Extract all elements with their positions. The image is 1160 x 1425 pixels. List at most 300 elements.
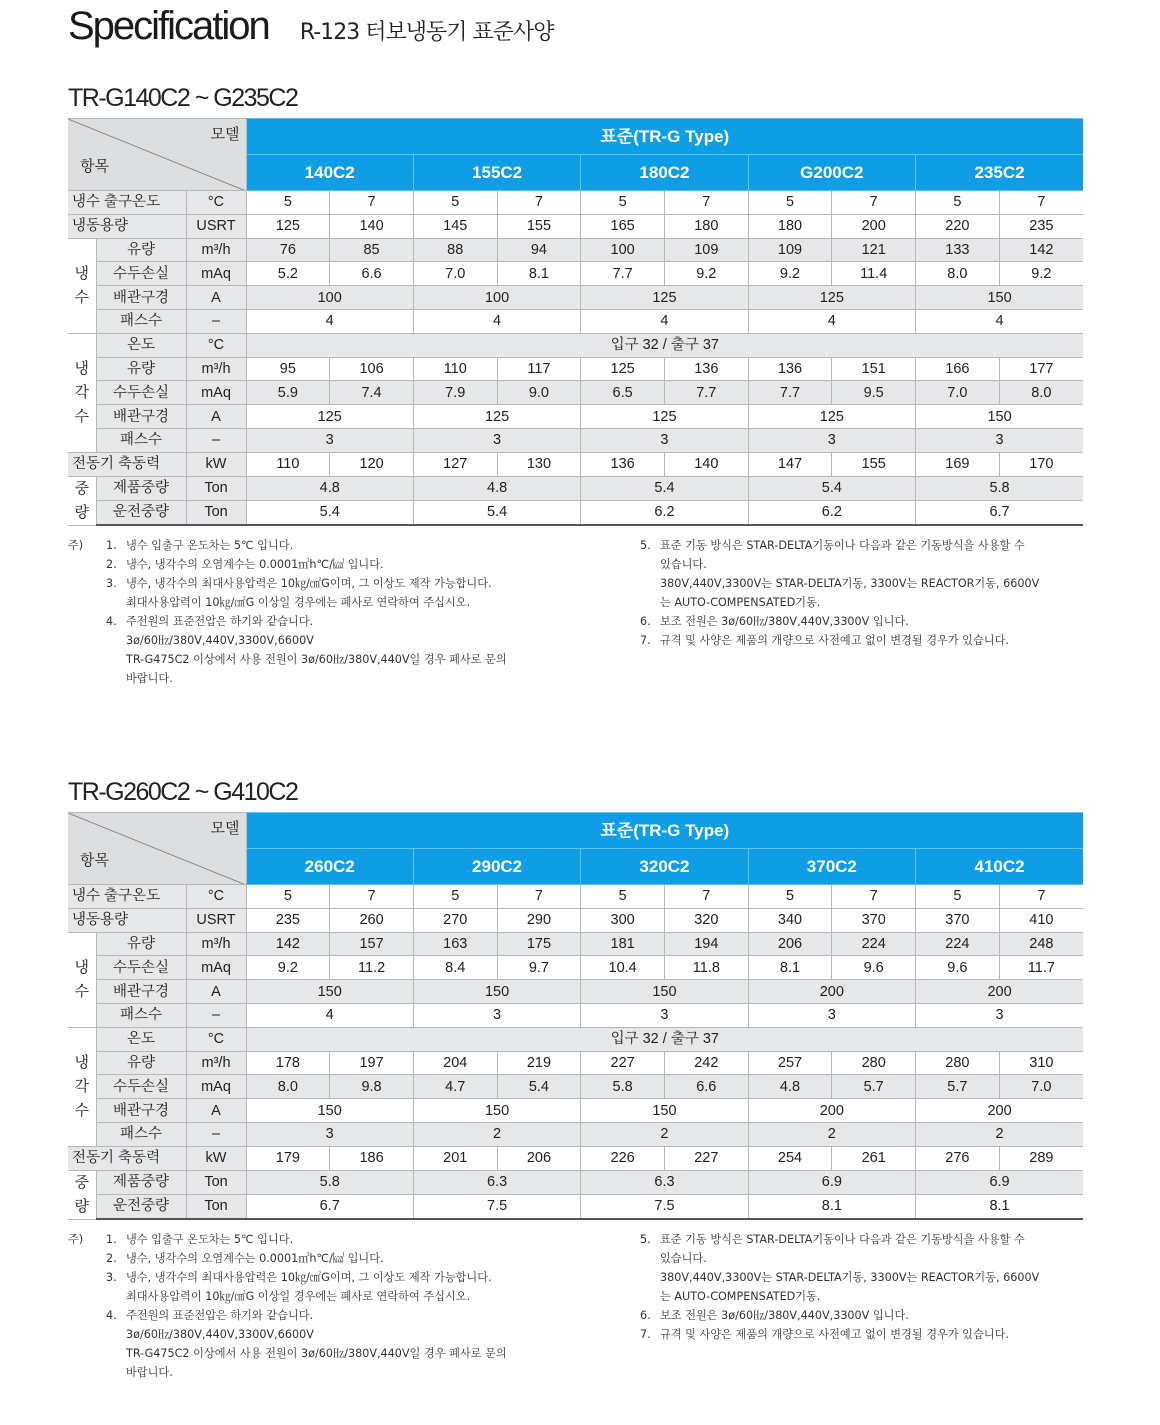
table-cell: 7: [832, 885, 916, 909]
table-cell: 194: [664, 932, 748, 956]
model-header: 370C2: [748, 849, 915, 885]
table-cell: 227: [581, 1051, 665, 1075]
standard-type-header: 표준(TR-G Type): [246, 119, 1083, 155]
table-cell: 7: [999, 885, 1083, 909]
note-text: [126, 574, 576, 612]
note-line: 3ø/60㎐/380V,440V,3300V,6600V: [126, 1328, 314, 1342]
table-cell: 290: [497, 908, 581, 932]
table-cell: 150: [246, 1099, 413, 1123]
note-line: 는 AUTO-COMPENSATED기동.: [660, 1290, 821, 1304]
table-row: [68, 357, 1083, 381]
table-cell: 8.1: [497, 262, 581, 286]
row-unit: Ton: [186, 1194, 246, 1219]
note-item: [106, 1268, 576, 1306]
table-cell: 입구 32 / 출구 37: [246, 1027, 1083, 1051]
table-cell: 100: [246, 286, 413, 310]
row-unit: A: [186, 286, 246, 310]
model-header: 410C2: [916, 849, 1084, 885]
note-number: 5.: [640, 1233, 651, 1247]
row-unit: °C: [186, 1027, 246, 1051]
table-cell: 6.2: [581, 500, 748, 525]
note-item: [106, 1306, 576, 1382]
table-cell: 2: [581, 1122, 748, 1146]
row-group-label: 냉 각 수: [68, 1027, 96, 1146]
row-label: 온도: [96, 1027, 186, 1051]
page-title: Specification: [68, 4, 269, 48]
row-label: 냉수 출구온도: [68, 885, 186, 909]
table-cell: 220: [916, 214, 1000, 238]
row-unit: A: [186, 1099, 246, 1123]
note-text: [660, 612, 1080, 631]
note-line: 있습니다.: [660, 558, 707, 572]
table-cell: 8.0: [999, 381, 1083, 405]
table-cell: 150: [916, 286, 1084, 310]
row-label: 제품중량: [96, 476, 186, 500]
table-cell: 3: [916, 1003, 1084, 1027]
table-cell: 179: [246, 1146, 330, 1170]
notes-tag: 주): [68, 539, 84, 553]
note-line: 380V,440V,3300V는 STAR-DELTA기동, 3300V는 REACTOR기동, 6600V: [660, 577, 1040, 591]
note-item: [640, 536, 1080, 612]
table-cell: 5: [246, 191, 330, 215]
table-cell: 9.2: [246, 956, 330, 980]
table-cell: 100: [413, 286, 580, 310]
table-cell: 4: [581, 309, 748, 333]
table-cell: 180: [748, 214, 832, 238]
table-cell: 227: [664, 1146, 748, 1170]
table-cell: 8.0: [916, 262, 1000, 286]
table-cell: 5.4: [413, 500, 580, 525]
table-cell: 9.2: [748, 262, 832, 286]
note-number: 2.: [106, 558, 117, 572]
table-cell: 370: [832, 908, 916, 932]
table-cell: 8.4: [413, 956, 497, 980]
row-group-label: 냉 수: [68, 932, 96, 1027]
note-text: [126, 1230, 576, 1249]
table-cell: 5.4: [581, 476, 748, 500]
note-line: TR-G475C2 이상에서 사용 전원이 3ø/60㎐/380V,440V일 경우 폐사로 문의: [126, 1347, 507, 1361]
table-cell: 150: [916, 405, 1084, 429]
table-row: [68, 238, 1083, 262]
table-cell: 3: [581, 428, 748, 452]
table-row: [68, 1075, 1083, 1099]
note-text: [126, 555, 576, 574]
row-label: 냉수 출구온도: [68, 191, 186, 215]
table-cell: 6.9: [748, 1170, 915, 1194]
row-label: 배관구경: [96, 405, 186, 429]
table-row: [68, 1099, 1083, 1123]
note-number: 6.: [640, 615, 651, 629]
model-header: G200C2: [748, 155, 915, 191]
table-cell: 4: [246, 1003, 413, 1027]
table-cell: 257: [748, 1051, 832, 1075]
note-line: 보조 전원은 3ø/60㎐/380V,440V,3300V 입니다.: [660, 1309, 909, 1323]
table-cell: 410: [999, 908, 1083, 932]
table-row: [68, 191, 1083, 215]
note-line: 3ø/60㎐/380V,440V,3300V,6600V: [126, 634, 314, 648]
table-cell: 121: [832, 238, 916, 262]
table-cell: 147: [748, 452, 832, 476]
table-cell: 7: [999, 191, 1083, 215]
table-cell: 8.1: [748, 1194, 915, 1219]
model-label: 모델: [210, 126, 240, 143]
row-label: 수두손실: [96, 1075, 186, 1099]
spec-notes: [68, 1230, 1083, 1390]
table-cell: 150: [413, 980, 580, 1004]
table-row: [68, 333, 1083, 357]
table-cell: 5: [413, 191, 497, 215]
model-header: 290C2: [413, 849, 580, 885]
table-row: [68, 500, 1083, 525]
table-cell: 6.6: [664, 1075, 748, 1099]
table-row: [68, 309, 1083, 333]
table-cell: 4: [246, 309, 413, 333]
table-cell: 5.8: [581, 1075, 665, 1099]
table-cell: 150: [581, 1099, 748, 1123]
note-line: 냉수 입출구 온도차는 5℃ 입니다.: [126, 539, 294, 553]
table-cell: 260: [330, 908, 414, 932]
note-number: 6.: [640, 1309, 651, 1323]
table-cell: 181: [581, 932, 665, 956]
table-cell: 2: [413, 1122, 580, 1146]
table-cell: 270: [413, 908, 497, 932]
row-unit: mAq: [186, 262, 246, 286]
table-cell: 4.8: [246, 476, 413, 500]
row-label: 배관구경: [96, 1099, 186, 1123]
row-group-label: 중 량: [68, 476, 96, 525]
row-group-label: 냉 각 수: [68, 333, 96, 452]
table-row: [68, 1122, 1083, 1146]
table-cell: 10.4: [581, 956, 665, 980]
table-row: [68, 381, 1083, 405]
table-cell: 157: [330, 932, 414, 956]
table-cell: 7.5: [413, 1194, 580, 1219]
row-unit: kW: [186, 1146, 246, 1170]
table-cell: 120: [330, 452, 414, 476]
table-row: [68, 956, 1083, 980]
row-label: 수두손실: [96, 956, 186, 980]
table-cell: 7: [497, 885, 581, 909]
table-cell: 5: [246, 885, 330, 909]
row-group-label: 중 량: [68, 1170, 96, 1219]
table-cell: 5: [916, 885, 1000, 909]
row-label: 온도: [96, 333, 186, 357]
table-cell: 3: [748, 1003, 915, 1027]
note-line: 바랍니다.: [126, 1366, 173, 1380]
note-text: [660, 536, 1080, 612]
note-line: 냉수, 냉각수의 최대사용압력은 10㎏/㎠G이며, 그 이상도 제작 가능합니다.: [126, 1271, 492, 1285]
table-cell: 2: [748, 1122, 915, 1146]
table-cell: 165: [581, 214, 665, 238]
row-label: 운전중량: [96, 500, 186, 525]
spec-section-2: [68, 772, 1083, 1390]
row-label: 패스수: [96, 309, 186, 333]
table-row: [68, 1051, 1083, 1075]
row-label: 수두손실: [96, 262, 186, 286]
spec-table: [68, 118, 1083, 526]
table-cell: 5.7: [916, 1075, 1000, 1099]
notes-column-left: [106, 1230, 576, 1382]
row-unit: m³/h: [186, 238, 246, 262]
table-cell: 145: [413, 214, 497, 238]
item-label: 항목: [80, 158, 109, 175]
table-cell: 140: [664, 452, 748, 476]
note-item: [106, 536, 576, 555]
table-cell: 5: [581, 191, 665, 215]
row-label: 냉동용량: [68, 908, 186, 932]
row-unit: A: [186, 980, 246, 1004]
table-cell: 7.7: [664, 381, 748, 405]
table-cell: 5.2: [246, 262, 330, 286]
table-cell: 254: [748, 1146, 832, 1170]
note-text: [660, 1306, 1080, 1325]
note-item: [106, 555, 576, 574]
table-cell: 3: [413, 1003, 580, 1027]
table-row: [68, 452, 1083, 476]
table-cell: 150: [413, 1099, 580, 1123]
table-cell: 입구 32 / 출구 37: [246, 333, 1083, 357]
note-number: 4.: [106, 1309, 117, 1323]
table-row: [68, 980, 1083, 1004]
row-label: 유량: [96, 932, 186, 956]
table-cell: 125: [246, 405, 413, 429]
table-cell: 235: [999, 214, 1083, 238]
table-cell: 125: [246, 214, 330, 238]
table-cell: 109: [664, 238, 748, 262]
table-cell: 9.2: [664, 262, 748, 286]
table-cell: 11.8: [664, 956, 748, 980]
standard-type-header: 표준(TR-G Type): [246, 813, 1083, 849]
note-line: 380V,440V,3300V는 STAR-DELTA기동, 3300V는 REACTOR기동, 6600V: [660, 1271, 1040, 1285]
row-label: 제품중량: [96, 1170, 186, 1194]
table-cell: 142: [246, 932, 330, 956]
note-line: 는 AUTO-COMPENSATED기동.: [660, 596, 821, 610]
table-cell: 206: [497, 1146, 581, 1170]
table-cell: 127: [413, 452, 497, 476]
table-cell: 7: [832, 191, 916, 215]
table-cell: 85: [330, 238, 414, 262]
row-unit: Ton: [186, 1170, 246, 1194]
table-row: [68, 476, 1083, 500]
table-cell: 5.8: [916, 476, 1084, 500]
table-cell: 219: [497, 1051, 581, 1075]
table-cell: 6.7: [246, 1194, 413, 1219]
row-label: 배관구경: [96, 980, 186, 1004]
table-cell: 4: [916, 309, 1084, 333]
table-cell: 3: [916, 428, 1084, 452]
table-cell: 7: [664, 191, 748, 215]
table-cell: 117: [497, 357, 581, 381]
spec-notes: [68, 536, 1083, 696]
table-row: [68, 405, 1083, 429]
table-cell: 11.4: [832, 262, 916, 286]
model-header: 320C2: [581, 849, 748, 885]
table-cell: 76: [246, 238, 330, 262]
table-cell: 9.7: [497, 956, 581, 980]
table-cell: 180: [664, 214, 748, 238]
table-cell: 169: [916, 452, 1000, 476]
table-cell: 155: [497, 214, 581, 238]
table-cell: 4.8: [413, 476, 580, 500]
table-cell: 9.8: [330, 1075, 414, 1099]
row-label: 유량: [96, 238, 186, 262]
table-cell: 3: [246, 1122, 413, 1146]
table-cell: 6.9: [916, 1170, 1084, 1194]
page-header: [68, 4, 553, 54]
row-unit: –: [186, 309, 246, 333]
table-cell: 100: [581, 238, 665, 262]
row-unit: kW: [186, 452, 246, 476]
table-cell: 7.0: [413, 262, 497, 286]
table-cell: 4.7: [413, 1075, 497, 1099]
table-cell: 200: [748, 980, 915, 1004]
row-label: 패스수: [96, 428, 186, 452]
table-cell: 8.1: [748, 956, 832, 980]
table-cell: 136: [581, 452, 665, 476]
table-row: [68, 214, 1083, 238]
row-group-label: 냉 수: [68, 238, 96, 333]
table-cell: 133: [916, 238, 1000, 262]
table-cell: 9.2: [999, 262, 1083, 286]
table-cell: 289: [999, 1146, 1083, 1170]
row-unit: Ton: [186, 476, 246, 500]
table-cell: 5: [916, 191, 1000, 215]
table-cell: 200: [916, 980, 1084, 1004]
note-item: [106, 1230, 576, 1249]
table-cell: 106: [330, 357, 414, 381]
note-number: 3.: [106, 1271, 117, 1285]
table-cell: 242: [664, 1051, 748, 1075]
table-cell: 370: [916, 908, 1000, 932]
table-cell: 3: [581, 1003, 748, 1027]
table-cell: 125: [581, 405, 748, 429]
table-cell: 7.5: [581, 1194, 748, 1219]
row-unit: m³/h: [186, 1051, 246, 1075]
model-header: 260C2: [246, 849, 413, 885]
table-row: [68, 885, 1083, 909]
table-row: [68, 1003, 1083, 1027]
row-unit: °C: [186, 333, 246, 357]
table-row: [68, 1146, 1083, 1170]
table-cell: 6.6: [330, 262, 414, 286]
table-cell: 261: [832, 1146, 916, 1170]
table-cell: 6.7: [916, 500, 1084, 525]
row-unit: mAq: [186, 381, 246, 405]
table-corner-header: [68, 119, 246, 191]
table-cell: 5.4: [748, 476, 915, 500]
table-cell: 7.0: [999, 1075, 1083, 1099]
note-line: 냉수 입출구 온도차는 5℃ 입니다.: [126, 1233, 294, 1247]
table-cell: 4.8: [748, 1075, 832, 1099]
table-cell: 11.2: [330, 956, 414, 980]
table-cell: 95: [246, 357, 330, 381]
table-cell: 136: [748, 357, 832, 381]
model-label: 모델: [210, 820, 240, 837]
note-item: [640, 1325, 1080, 1344]
row-label: 유량: [96, 1051, 186, 1075]
table-cell: 7.7: [748, 381, 832, 405]
row-unit: USRT: [186, 214, 246, 238]
row-label: 전동기 축동력: [68, 1146, 186, 1170]
note-text: [126, 612, 576, 688]
table-cell: 150: [581, 980, 748, 1004]
table-row: [68, 286, 1083, 310]
note-number: 7.: [640, 1328, 651, 1342]
table-cell: 9.6: [832, 956, 916, 980]
table-cell: 310: [999, 1051, 1083, 1075]
table-cell: 155: [832, 452, 916, 476]
table-cell: 2: [916, 1122, 1084, 1146]
table-cell: 163: [413, 932, 497, 956]
row-unit: m³/h: [186, 357, 246, 381]
table-cell: 9.0: [497, 381, 581, 405]
table-cell: 280: [916, 1051, 1000, 1075]
table-cell: 7: [664, 885, 748, 909]
table-cell: 5.9: [246, 381, 330, 405]
table-cell: 7: [497, 191, 581, 215]
item-label: 항목: [80, 852, 109, 869]
model-header: 235C2: [916, 155, 1084, 191]
row-label: 패스수: [96, 1122, 186, 1146]
note-line: 규격 및 사양은 제품의 개량으로 사전예고 없이 변경될 경우가 있습니다.: [660, 1328, 1009, 1342]
table-cell: 3: [246, 428, 413, 452]
table-cell: 6.5: [581, 381, 665, 405]
table-cell: 5: [581, 885, 665, 909]
notes-tag: 주): [68, 1233, 84, 1247]
table-cell: 224: [832, 932, 916, 956]
model-header: 140C2: [246, 155, 413, 191]
table-cell: 125: [581, 357, 665, 381]
page-subtitle: R-123 터보냉동기 표준사양: [299, 20, 554, 45]
section-title: TR-G140C2 ~ G235C2: [68, 84, 298, 112]
table-cell: 109: [748, 238, 832, 262]
note-line: 바랍니다.: [126, 672, 173, 686]
row-label: 유량: [96, 357, 186, 381]
table-cell: 300: [581, 908, 665, 932]
table-cell: 178: [246, 1051, 330, 1075]
table-row: [68, 932, 1083, 956]
row-unit: –: [186, 428, 246, 452]
model-header: 155C2: [413, 155, 580, 191]
note-text: [126, 536, 576, 555]
table-row: [68, 428, 1083, 452]
note-line: 냉수, 냉각수의 오염계수는 0.0001㎡h℃/㎉ 입니다.: [126, 558, 384, 572]
note-text: [126, 1268, 576, 1306]
table-row: [68, 1170, 1083, 1194]
table-cell: 5.8: [246, 1170, 413, 1194]
table-cell: 4: [748, 309, 915, 333]
note-text: [660, 631, 1080, 650]
table-cell: 11.7: [999, 956, 1083, 980]
table-cell: 170: [999, 452, 1083, 476]
note-item: [106, 574, 576, 612]
table-cell: 200: [832, 214, 916, 238]
table-cell: 7: [330, 885, 414, 909]
table-cell: 9.6: [916, 956, 1000, 980]
note-item: [640, 1230, 1080, 1306]
table-cell: 5: [748, 885, 832, 909]
note-item: [106, 612, 576, 688]
row-unit: °C: [186, 885, 246, 909]
table-row: [68, 1027, 1083, 1051]
note-line: TR-G475C2 이상에서 사용 전원이 3ø/60㎐/380V,440V일 경우 폐사로 문의: [126, 653, 507, 667]
row-unit: A: [186, 405, 246, 429]
table-cell: 5: [413, 885, 497, 909]
row-unit: mAq: [186, 1075, 246, 1099]
table-cell: 150: [246, 980, 413, 1004]
note-text: [660, 1325, 1080, 1344]
table-cell: 110: [246, 452, 330, 476]
